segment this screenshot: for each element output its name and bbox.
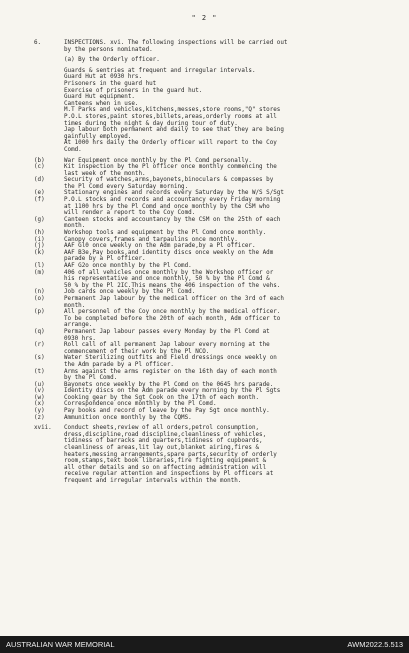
orderly-officer-line-text: Guards & sentries at frequent and irregular intervals. xyxy=(64,67,256,74)
inspection-item-text: Arms against the arms register on the 16th day of each month xyxy=(64,368,277,375)
inspection-item-text: commencement of their work by the Pl NCO. xyxy=(64,348,210,355)
inspection-item xyxy=(34,283,394,290)
section-heading-cont xyxy=(34,47,394,54)
inspection-item xyxy=(34,263,394,270)
inspection-item-label xyxy=(34,283,58,290)
inspection-item xyxy=(34,223,394,230)
orderly-officer-line-text: Canteens when in use. xyxy=(64,100,139,107)
inspection-item-label: (p) xyxy=(34,309,45,316)
general-inspection-line xyxy=(34,458,394,465)
section-heading-cont-label xyxy=(34,47,58,54)
inspection-item-text: will render a report to the Coy Comd. xyxy=(64,210,196,217)
inspection-item-label: (j) xyxy=(34,243,45,250)
inspection-item-label: (x) xyxy=(34,401,45,408)
general-inspection-line-label xyxy=(34,445,58,452)
archive-footer xyxy=(0,636,409,653)
orderly-officer-line xyxy=(34,94,394,101)
inspection-item-label xyxy=(34,210,58,217)
inspection-item-label xyxy=(34,223,58,230)
inspection-item-label xyxy=(34,349,58,356)
sub-a-heading-text: (a) By the Orderly officer. xyxy=(64,57,160,64)
orderly-officer-line-label xyxy=(34,74,58,81)
inspection-item-label: (z) xyxy=(34,414,45,421)
inspection-item-label: (i) xyxy=(34,236,45,243)
inspection-item-label xyxy=(34,184,58,191)
inspection-item-text: Roll call of all permanent Jap labour every morning at the xyxy=(64,342,270,349)
orderly-officer-line xyxy=(34,147,394,154)
general-inspection-line-text: heaters,messing arrangements,spare parts,security of orderly xyxy=(64,451,277,458)
orderly-officer-line-text: At 1000 hrs daily the Orderly officer will report to the Coy xyxy=(64,140,277,147)
inspection-item-text: Kit inspection by the Pl officer once monthly commencing the xyxy=(64,164,277,171)
inspection-item xyxy=(34,250,394,257)
inspection-item-label: (d) xyxy=(34,177,45,184)
orderly-officer-line xyxy=(34,101,394,108)
inspection-item-label: (n) xyxy=(34,289,45,296)
inspection-item xyxy=(34,329,394,336)
general-inspection-line-label xyxy=(34,432,58,439)
inspection-item-text: To be completed before the 20th of each month, Adm officer to xyxy=(64,315,281,322)
orderly-officer-line-text: M.T Parks and vehicles,kitchens,messes,store rooms,"Q" stores xyxy=(64,107,281,114)
inspection-item xyxy=(34,164,394,171)
inspection-item-label: (e) xyxy=(34,190,45,197)
inspection-item xyxy=(34,322,394,329)
inspection-item-text: P.O.L stocks and records and accountancy every Friday morning xyxy=(64,197,281,204)
inspection-item-label: (o) xyxy=(34,295,45,302)
orderly-officer-line-text: Guard Hut at 0930 hrs. xyxy=(64,74,143,81)
inspection-item xyxy=(34,316,394,323)
inspection-item xyxy=(34,197,394,204)
orderly-officer-line-text: times during the night & day during tour of duty. xyxy=(64,120,238,127)
inspection-item-text: Correspondence once monthly by the Pl Comd. xyxy=(64,401,217,408)
general-inspection-line-label xyxy=(34,471,58,478)
inspection-item-text: AAF G2o once monthly by the Pl Comd. xyxy=(64,263,192,269)
sub-a-heading-label xyxy=(34,57,58,64)
orderly-officer-line-text: gainfully employed. xyxy=(64,133,132,140)
inspection-item-text: parade by a Pl officer. xyxy=(64,256,146,263)
section-heading-cont-text: by the persons nominated. xyxy=(64,46,153,53)
inspection-item xyxy=(34,217,394,224)
inspection-item-label xyxy=(34,256,58,263)
page-number: " 2 " xyxy=(191,14,218,22)
inspection-item-label: (m) xyxy=(34,269,45,276)
general-inspection-line xyxy=(34,432,394,439)
inspection-item-text: arrange. xyxy=(64,322,93,329)
inspection-item xyxy=(34,342,394,349)
inspection-item xyxy=(34,158,394,165)
inspection-item xyxy=(34,296,394,303)
inspection-item-text: Workshop tools and equipment by the Pl Comd once monthly. xyxy=(64,230,267,237)
general-inspection-line-text: room,stamps,text book libraries,fire fighting equipment & xyxy=(64,458,267,465)
inspection-item xyxy=(34,408,394,415)
orderly-officer-line-label xyxy=(34,101,58,108)
general-inspection-line xyxy=(34,438,394,445)
inspection-item-text: Water Sterilizing outfits and Field dressings once weekly on xyxy=(64,355,277,362)
orderly-officer-line-text: Guard Hut equipment. xyxy=(64,94,135,101)
inspection-item xyxy=(34,289,394,296)
inspection-item-label xyxy=(34,316,58,323)
general-inspection-line-label xyxy=(34,452,58,459)
inspection-item xyxy=(34,309,394,316)
orderly-officer-line xyxy=(34,107,394,114)
orderly-officer-line xyxy=(34,114,394,121)
sub-a-heading xyxy=(34,57,394,64)
inspection-item-text: Security of watches,arms,bayonets,binoculars & compasses by xyxy=(64,177,274,184)
inspection-item-text: at 1100 hrs by the Pl Comd and once monthly by the CSM who xyxy=(64,203,270,210)
inspection-item-label: (y) xyxy=(34,408,45,415)
orderly-officer-line xyxy=(34,127,394,134)
inspection-item xyxy=(34,355,394,362)
inspection-item-text: month. xyxy=(64,223,86,230)
general-inspection-line xyxy=(34,465,394,472)
inspection-item-text: his representative and once monthly, 50 % by the Pl Comd & xyxy=(64,276,270,283)
orderly-officer-line-text: Prisoners in the guard hut xyxy=(64,80,157,87)
inspection-item xyxy=(34,375,394,382)
orderly-officer-line-text: Jap labour both permanent and daily to see that they are being xyxy=(64,127,284,134)
inspection-item xyxy=(34,336,394,343)
general-inspection-line xyxy=(34,452,394,459)
inspection-item xyxy=(34,210,394,217)
inspection-item xyxy=(34,395,394,402)
inspection-item xyxy=(34,276,394,283)
document-body xyxy=(34,40,394,485)
inspection-item-label xyxy=(34,375,58,382)
inspection-item-label: (f) xyxy=(34,197,45,204)
orderly-officer-line-label xyxy=(34,88,58,95)
inspection-item-label: (k) xyxy=(34,249,45,256)
inspection-item-label: (b) xyxy=(34,157,45,164)
orderly-officer-line-label xyxy=(34,140,58,147)
orderly-officer-line-text: P.O.L stores,paint stores,billets,areas,orderly rooms at all xyxy=(64,113,277,120)
inspection-item-text: Identity discs on the Adm parade every morning by the Pl Sgts xyxy=(64,388,281,395)
section-heading-text: INSPECTIONS. xvi. The following inspections will be carried out xyxy=(64,40,288,46)
inspection-item-text: 0930 hrs. xyxy=(64,335,96,342)
inspection-item xyxy=(34,401,394,408)
orderly-officer-line-label xyxy=(34,114,58,121)
general-inspection-line-label xyxy=(34,438,58,445)
inspection-item xyxy=(34,415,394,422)
general-inspection-line xyxy=(34,471,394,478)
archive-reference: AWM2022.5.513 xyxy=(347,640,403,649)
general-inspection-line-text: dress,discipline,road discipline,cleanliness of vehicles, xyxy=(64,431,267,438)
inspection-item-label xyxy=(34,171,58,178)
general-inspection-line-label xyxy=(34,465,58,472)
orderly-officer-line-label xyxy=(34,121,58,128)
general-inspection-line-text: cleanliness of areas,lit lay out,blanket airing,fires & xyxy=(64,445,260,452)
orderly-officer-line-text: Exercise of prisoners in the guard hut. xyxy=(64,87,203,94)
inspection-item xyxy=(34,349,394,356)
inspection-item xyxy=(34,256,394,263)
inspection-item-text: the Pl Comd every Saturday morning. xyxy=(64,183,189,190)
general-inspection-line-text: receive regular attention and inspections by Pl officers at xyxy=(64,471,274,478)
inspection-item-text: Permanent Jap labour by the medical officer on the 3rd of each xyxy=(64,295,284,302)
general-inspection-line-text: frequent and irregular intervals within the month. xyxy=(64,478,242,484)
inspection-item xyxy=(34,369,394,376)
inspection-item-text: War Equipment once monthly by the Pl Comd personally. xyxy=(64,157,252,164)
inspection-item-label: (h) xyxy=(34,230,45,237)
inspection-item xyxy=(34,237,394,244)
inspection-item-text: Pay books and record of leave by the Pay Sgt once monthly. xyxy=(64,408,270,415)
orderly-officer-line-label xyxy=(34,81,58,88)
inspection-item-text: month. xyxy=(64,302,86,309)
section-heading-label: 6. xyxy=(34,40,42,46)
inspection-item xyxy=(34,230,394,237)
inspection-item xyxy=(34,382,394,389)
orderly-officer-line-label xyxy=(34,68,58,75)
inspection-item-label xyxy=(34,276,58,283)
inspection-item-text: Job cards once weekly by the Pl Comd. xyxy=(64,289,196,296)
inspection-item-label: (q) xyxy=(34,328,45,335)
inspection-item-text: the Adm parade by a Pl officer. xyxy=(64,361,174,368)
general-inspection-line-text: tidiness of barracks and quarters,tidiness of cupboards, xyxy=(64,438,263,445)
inspection-item xyxy=(34,171,394,178)
orderly-officer-line xyxy=(34,121,394,128)
inspection-item-label: (u) xyxy=(34,381,45,388)
inspection-item-text: All personnel of the Coy once monthly by the medical officer. xyxy=(64,309,281,316)
inspection-item-text: 406 of all vehicles once monthly by the Workshop officer or xyxy=(64,269,274,276)
inspection-item-text: by the Pl Comd. xyxy=(64,375,118,382)
orderly-officer-line-text: Comd. xyxy=(64,146,82,153)
inspection-item-text: Cooking gear by the Sgt Cook on the 17th of each month. xyxy=(64,394,260,401)
general-inspection-line-label xyxy=(34,478,58,485)
inspection-item-text: AAF B3e,Pay books,and identity discs once weekly on the Adm xyxy=(64,249,274,256)
orderly-officer-line-label xyxy=(34,134,58,141)
orderly-officer-line-label xyxy=(34,107,58,114)
inspection-item xyxy=(34,177,394,184)
general-inspection-line-text: Conduct sheets,review of all orders,petrol consumption, xyxy=(64,425,260,432)
inspection-item-label xyxy=(34,204,58,211)
inspection-item-label: (l) xyxy=(34,263,45,269)
inspection-item-text: 50 % by the Pl 2IC.This means the 406 inspection of the vehs. xyxy=(64,282,281,289)
inspection-item-text: AAF Gl0 once weekly on the Adm parade,by a Pl officer. xyxy=(64,243,256,250)
general-inspection-line xyxy=(34,445,394,452)
general-inspection-line xyxy=(34,478,394,485)
inspection-item-text: Stationary engines and records every Saturday by the W/S S/Sgt xyxy=(64,190,284,197)
inspection-item-text: last week of the month. xyxy=(64,170,146,177)
inspection-item xyxy=(34,362,394,369)
inspection-item-label: (w) xyxy=(34,394,45,401)
orderly-officer-line xyxy=(34,140,394,147)
inspection-item-label xyxy=(34,362,58,369)
inspection-item xyxy=(34,184,394,191)
general-inspection-line-text: all other details and so on affecting administration will xyxy=(64,464,267,471)
inspection-item xyxy=(34,243,394,250)
inspection-item xyxy=(34,204,394,211)
inspection-item-label: (s) xyxy=(34,355,45,362)
orderly-officer-line-label xyxy=(34,94,58,101)
inspection-item-text: Bayonets once weekly by the Pl Comd on the 0645 hrs parade. xyxy=(64,381,274,388)
orderly-officer-line xyxy=(34,88,394,95)
orderly-officer-line xyxy=(34,74,394,81)
section-heading xyxy=(34,40,394,47)
archive-name: AUSTRALIAN WAR MEMORIAL xyxy=(6,640,115,649)
inspection-item-label: (v) xyxy=(34,388,45,395)
general-inspection-line-label xyxy=(34,458,58,465)
orderly-officer-line xyxy=(34,134,394,141)
inspection-item-label: (g) xyxy=(34,216,45,223)
inspection-item xyxy=(34,270,394,277)
inspection-item-label: (r) xyxy=(34,342,45,349)
inspection-item-label xyxy=(34,336,58,343)
inspection-item-label: (c) xyxy=(34,164,45,171)
inspection-item-text: Ammunition once monthly by the CQMS. xyxy=(64,414,192,421)
inspection-item-text: Canopy covers,frames and tarpaulins once monthly. xyxy=(64,236,238,243)
inspection-item xyxy=(34,388,394,395)
orderly-officer-line xyxy=(34,68,394,75)
general-inspection-line-label: xvii. xyxy=(34,425,52,432)
inspection-item xyxy=(34,303,394,310)
inspection-item-text: Canteen stocks and accountancy by the CSM on the 25th of each xyxy=(64,216,281,223)
inspection-item xyxy=(34,190,394,197)
orderly-officer-line-label xyxy=(34,127,58,134)
inspection-item-text: Permanent Jap labour passes every Monday by the Pl Comd at xyxy=(64,328,270,335)
orderly-officer-line xyxy=(34,81,394,88)
general-inspection-line xyxy=(34,425,394,432)
inspection-item-label xyxy=(34,303,58,310)
orderly-officer-line-label xyxy=(34,147,58,154)
inspection-item-label: (t) xyxy=(34,368,45,375)
inspection-item-label xyxy=(34,322,58,329)
